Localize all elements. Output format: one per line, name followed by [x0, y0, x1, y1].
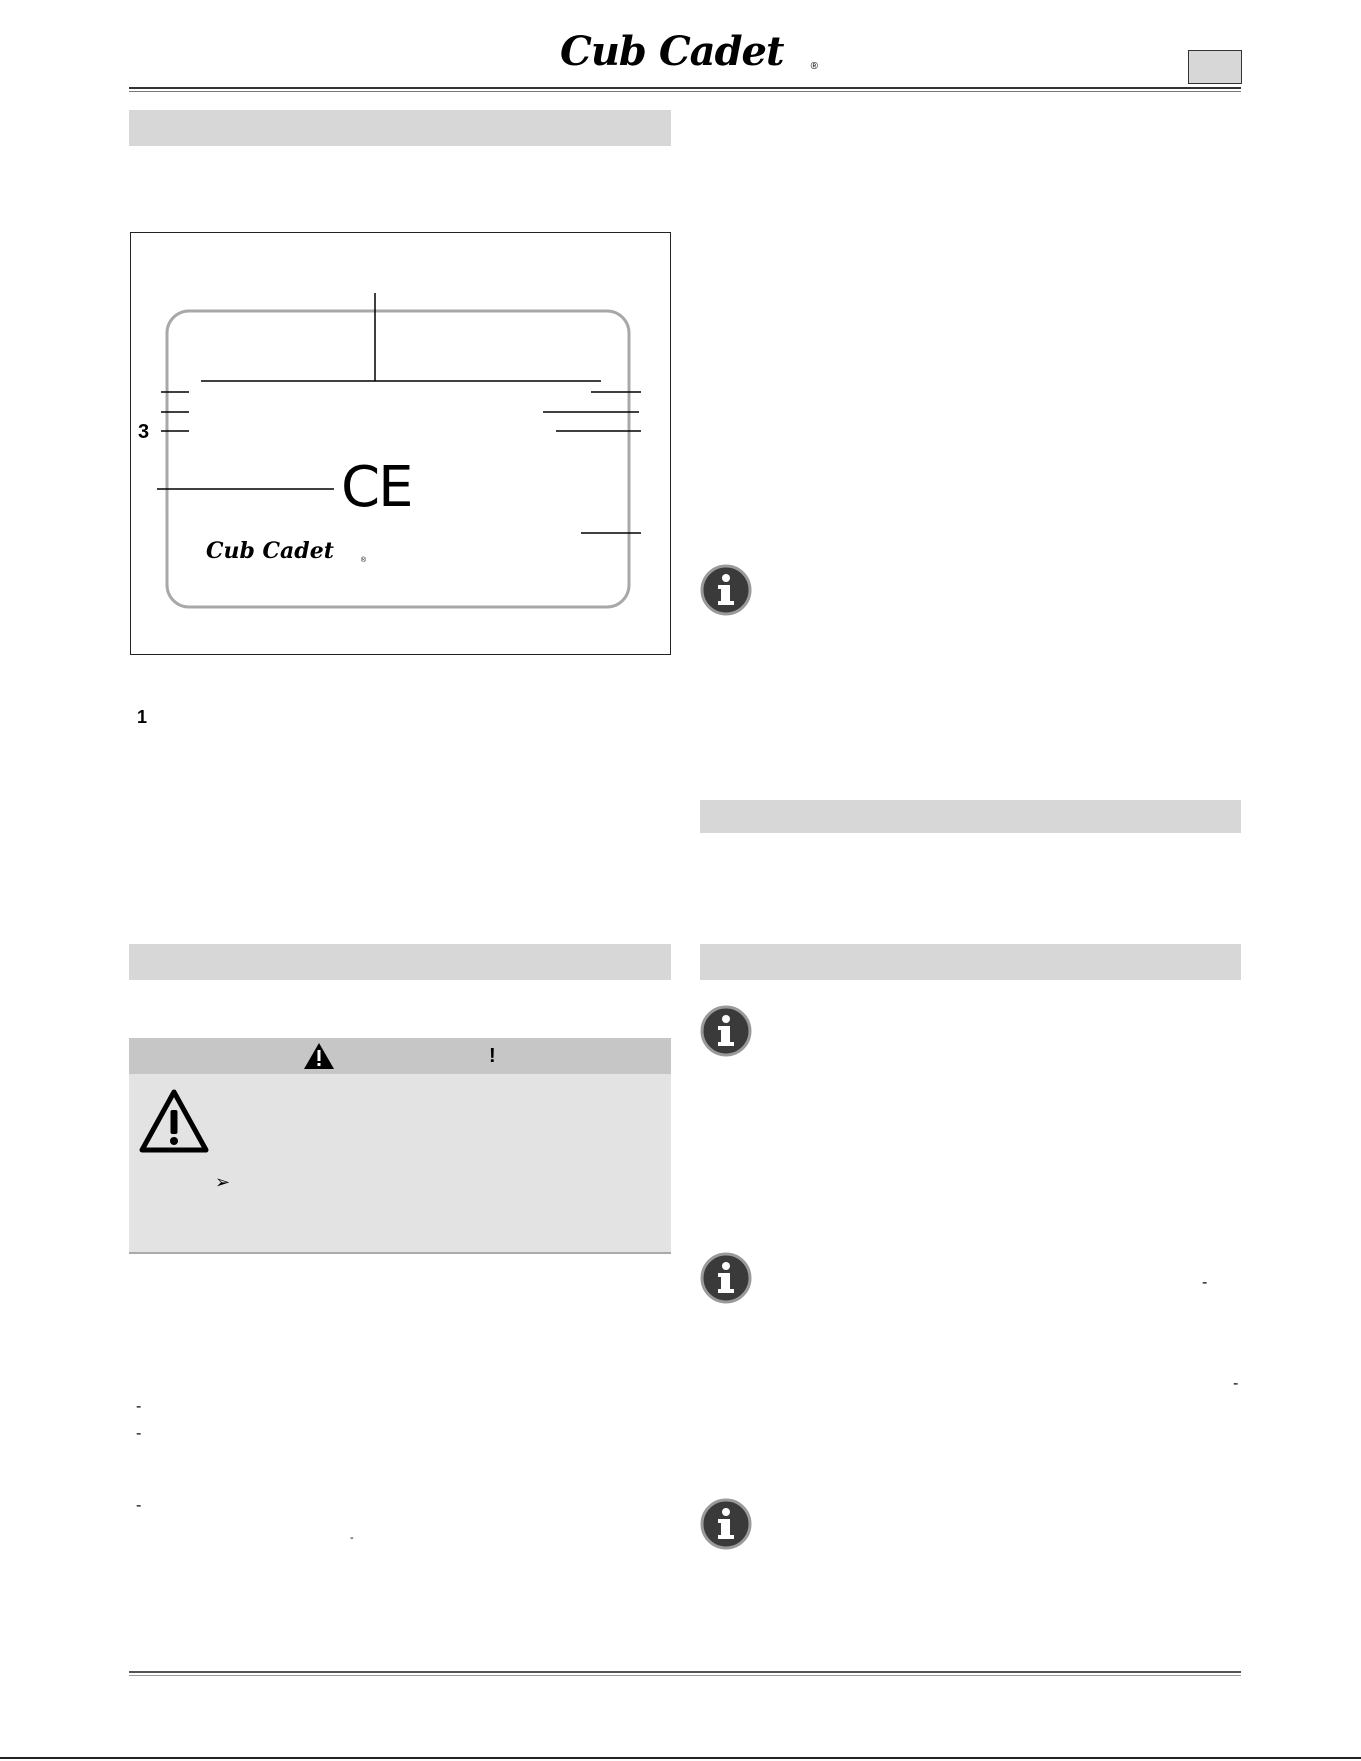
list-dash: - [136, 1425, 142, 1442]
page-bottom-rule [0, 1757, 1361, 1759]
header-rule [129, 87, 1241, 89]
brand-logo-text: Cub Cadet [560, 28, 784, 75]
footer-rule-thin [129, 1675, 1241, 1676]
label-plate-diagram [131, 233, 672, 656]
section-heading-bar [700, 944, 1241, 980]
section-heading-bar [700, 800, 1241, 833]
label-figure [130, 232, 671, 655]
info-icon [700, 1498, 752, 1550]
warning-box [129, 1038, 671, 1254]
header-logo [560, 28, 830, 76]
ce-mark: CE [341, 455, 412, 520]
info-icon [700, 564, 752, 616]
warning-triangle-icon [303, 1042, 335, 1070]
plate-logo-text: Cub Cadet [206, 538, 334, 564]
warning-triangle-icon [138, 1088, 210, 1154]
legend-number: 1 [137, 707, 148, 727]
info-icon [700, 1005, 752, 1057]
section-heading-bar [129, 944, 671, 980]
plate-registered-mark: ® [360, 557, 366, 564]
list-dash: - [136, 1497, 142, 1514]
info-icon [700, 1252, 752, 1304]
warning-exclamation: ! [489, 1045, 496, 1067]
plate-logo [206, 538, 366, 568]
list-dash: - [136, 1398, 142, 1415]
language-tab [1188, 50, 1242, 84]
warning-box-header [129, 1038, 671, 1074]
footer-rule [129, 1671, 1241, 1673]
arrow-bullet-icon: ➢ [215, 1172, 231, 1193]
registered-mark: ® [810, 61, 818, 72]
hyphen-mark: - [1233, 1375, 1239, 1392]
header-rule-thin [129, 91, 1241, 92]
callout-number-3: 3 [138, 421, 150, 443]
hyphen-mark: - [350, 1532, 354, 1544]
section-heading-bar [129, 110, 671, 146]
hyphen-mark: - [1202, 1274, 1208, 1291]
